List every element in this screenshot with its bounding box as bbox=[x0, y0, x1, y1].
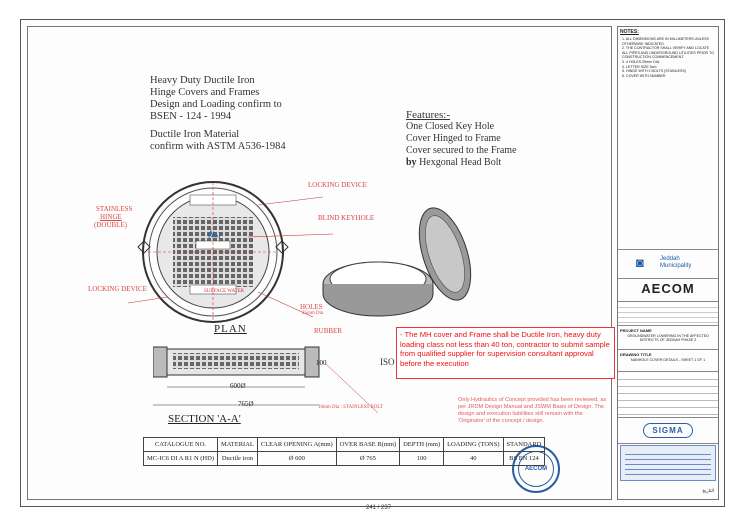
project-name-block bbox=[618, 327, 718, 350]
note-item: 4. LETTER SIZE 5cm bbox=[622, 64, 657, 69]
spec-cell: 40 bbox=[444, 452, 503, 466]
spec-header-cell: DEPTH (mm) bbox=[400, 438, 444, 452]
section-drawing bbox=[153, 343, 393, 413]
project-name-label: PROJECT NAME bbox=[620, 328, 652, 333]
client-line: Municipality bbox=[660, 263, 692, 269]
note-item: 5. HINGE WITH 2 BOLTS (STAINLESS) bbox=[622, 69, 686, 74]
callout-stainless: STAINLESS bbox=[96, 205, 133, 213]
spec-cell: Ø 765 bbox=[336, 452, 399, 466]
feature-text: Hexgonal Head Bolt bbox=[416, 157, 502, 168]
title-block bbox=[150, 75, 286, 153]
revision-block bbox=[618, 303, 718, 326]
sigma-stamp-block bbox=[618, 417, 718, 444]
callout-holes-dia: 25mm Dia bbox=[302, 311, 324, 316]
iso-label: ISO bbox=[380, 357, 395, 367]
dim-600: 600Ø bbox=[230, 382, 246, 390]
title-line: confirm with ASTM A536-1984 bbox=[150, 141, 286, 152]
title-line: Ductile Iron Material bbox=[150, 129, 240, 140]
surface-water-label: SURFACE WATER bbox=[204, 289, 244, 294]
sigma-logo: SIGMA bbox=[643, 423, 692, 438]
feature-line bbox=[406, 157, 517, 169]
drawing-title-label: DRAWING TITLE bbox=[620, 352, 652, 357]
spec-data-row bbox=[144, 452, 545, 466]
plan-emblem-label: (ملأ) bbox=[208, 231, 221, 239]
spec-cell: Ductile iron bbox=[218, 452, 258, 466]
title-line: Hinge Covers and Frames bbox=[150, 87, 260, 98]
isometric-cover-drawing bbox=[313, 199, 483, 319]
note-item: 6. COVER WITH NUMBER bbox=[622, 73, 666, 78]
stamp-lines bbox=[625, 450, 711, 476]
page-number: 241 / 237 bbox=[366, 505, 392, 511]
feature-line: One Closed Key Hole bbox=[406, 121, 495, 132]
plan-label: PLAN bbox=[214, 323, 247, 335]
features-heading: Features:- bbox=[406, 109, 450, 121]
review-stamp-note: Only Hydraulics of Concept provided has been reviewed, as per JRDM Design Manual and JSWM Basis of Design. The design and execution liabilities still remain with the 'Originator' of the concept / design. bbox=[458, 397, 607, 424]
spec-header-cell: LOADING (TONS) bbox=[444, 438, 503, 452]
feature-line: Cover Hinged to Frame bbox=[406, 133, 501, 144]
spec-header-cell: CLEAR OPENING A(mm) bbox=[257, 438, 336, 452]
feature-line: Cover secured to the Frame bbox=[406, 145, 517, 156]
title-sidebar bbox=[617, 26, 719, 500]
features-block bbox=[406, 109, 517, 169]
dim-100: 100 bbox=[316, 359, 327, 367]
title-line: BSEN - 124 - 1994 bbox=[150, 111, 232, 122]
callout-locking-device-top: LOCKING DEVICE bbox=[308, 181, 367, 189]
review-note-box: - The MH cover and Frame shall be Ductile Iron, heavy duty loading class not less than 40 ton, contractor to submit sample from qualified supplier for supervision consultant approval before the execution bbox=[396, 327, 615, 379]
callout-bolt: 10mm Dia : STAINLESS BOLT bbox=[318, 405, 383, 410]
title-line: Heavy Duty Ductile Iron bbox=[150, 75, 255, 86]
spec-header-cell: OVER BASE B(mm) bbox=[336, 438, 399, 452]
dim-765: 765Ø bbox=[238, 400, 254, 408]
note-item: 1. ALL DIMENSIONS ARE IN MILLIMETERS UNLESS OTHERWISE INDICATED. bbox=[622, 37, 709, 46]
title-line: Design and Loading confirm to bbox=[150, 99, 282, 110]
drawing-area bbox=[27, 26, 612, 511]
spec-header-row bbox=[144, 438, 545, 452]
jeddah-logo-icon: ◙ bbox=[636, 255, 644, 270]
spec-header-cell: CATALOGUE NO. bbox=[144, 438, 218, 452]
blue-stamp-block bbox=[620, 445, 716, 481]
spec-cell: 100 bbox=[400, 452, 444, 466]
client-line: Jeddah bbox=[660, 256, 680, 262]
client-logo-block bbox=[618, 249, 718, 279]
notes-list bbox=[618, 37, 718, 78]
callout-double: (DOUBLE) bbox=[94, 221, 128, 229]
spec-cell: BS EN 124 bbox=[503, 452, 545, 466]
project-name: GROUNDWATER LOWERING IN THE AFFECTED DISTRICTS OF JEDDAH PHASE 2 bbox=[627, 334, 709, 343]
note-item: 2. THE CONTRACTOR SHALL VERIFY AND LOCATE ALL PIPES AND UNDERGROUND UTILITIES PRIOR TO CONSTRUCTION COMMENCEMENT. bbox=[622, 46, 714, 60]
drawing-title: MANHOLE COVER DETAILS - SHEET 1 OF 1 bbox=[630, 358, 706, 362]
section-label: SECTION 'A-A' bbox=[168, 413, 241, 425]
feature-bold: by bbox=[406, 157, 417, 168]
callout-blind-keyhole: BLIND KEYHOLE bbox=[318, 214, 375, 222]
spec-cell: MC-IC6 DI A R1 N (HD) bbox=[144, 452, 218, 466]
spec-cell: Ø 600 bbox=[257, 452, 336, 466]
drawing-sheet bbox=[20, 19, 725, 511]
callout-hinge: HINGE bbox=[100, 213, 122, 221]
sidebar-footer bbox=[618, 483, 718, 499]
stamp-logo-text: AECOM bbox=[524, 466, 548, 472]
callout-locking-device-left: LOCKING DEVICE bbox=[88, 285, 147, 293]
consultant-logo: AECOM bbox=[618, 277, 718, 302]
note-item: 3. 4 HOLES 25mm DIA. bbox=[622, 59, 661, 64]
spec-header-cell: STANDARD bbox=[503, 438, 545, 452]
drawing-title-block bbox=[618, 351, 718, 372]
callout-holes: HOLES bbox=[300, 303, 323, 311]
spec-table bbox=[143, 437, 545, 466]
approval-grid bbox=[618, 373, 718, 418]
footer-text: التاريخ bbox=[702, 488, 714, 493]
notes-title: NOTES: bbox=[620, 29, 639, 35]
client-name bbox=[660, 256, 691, 270]
spec-header-cell: MATERIAL bbox=[218, 438, 258, 452]
callout-rubber: RUBBER bbox=[314, 327, 343, 335]
